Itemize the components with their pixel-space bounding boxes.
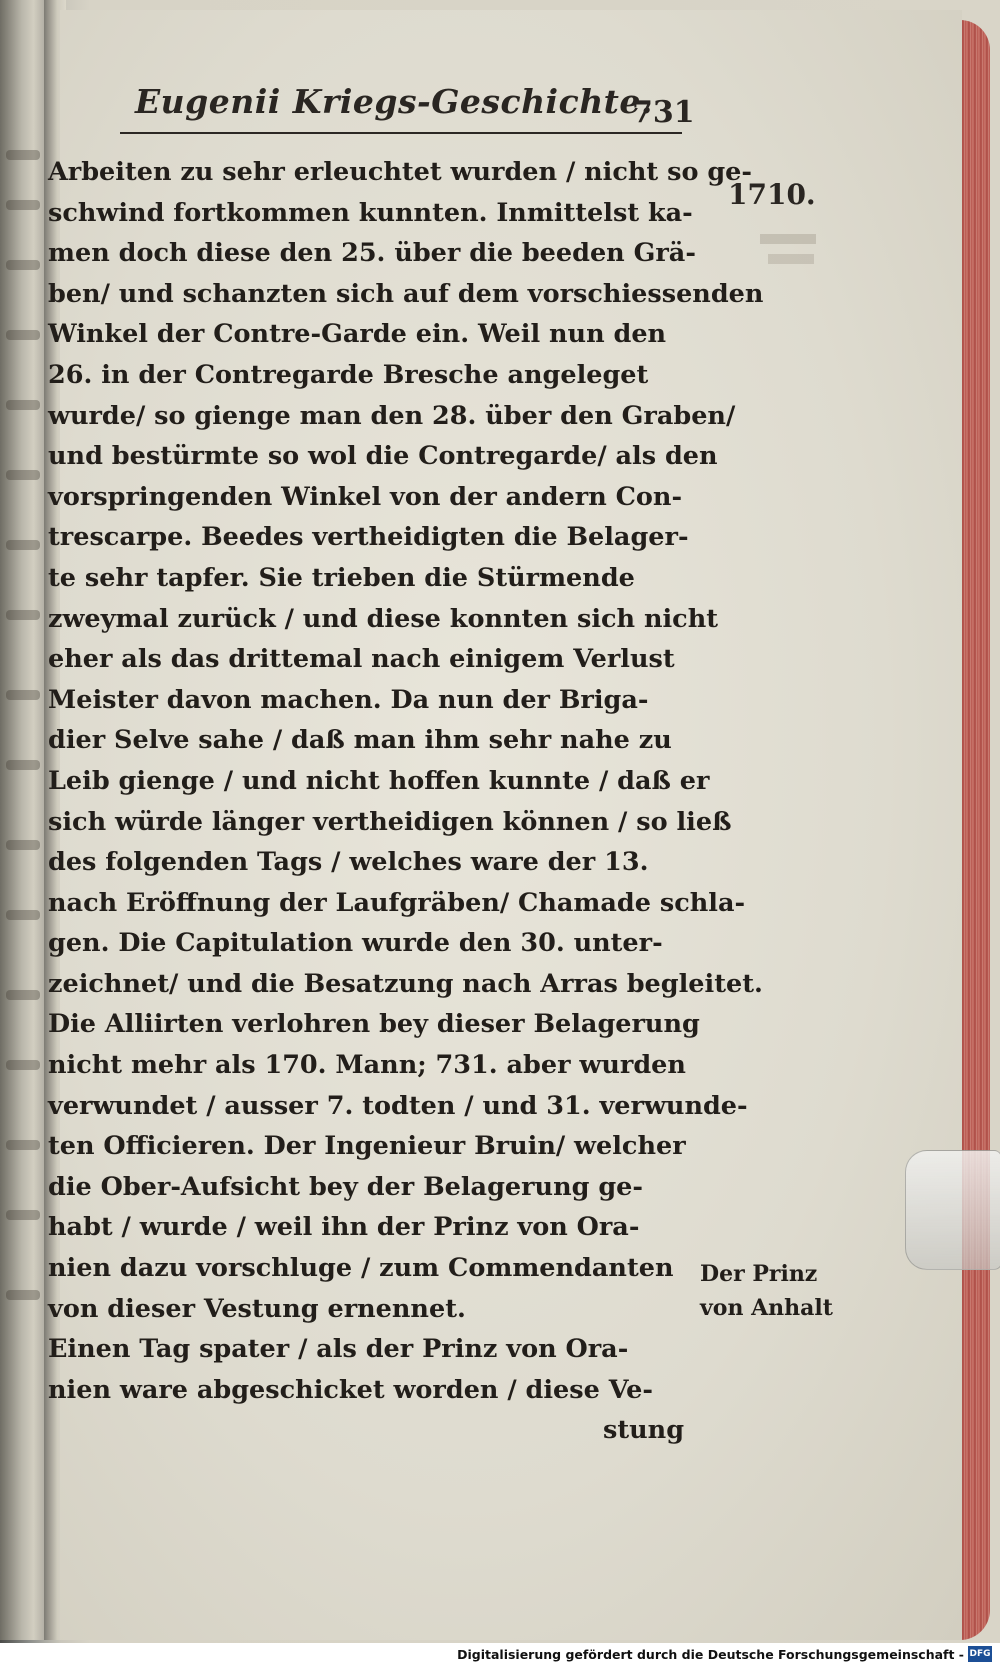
dfg-logo[interactable]: DFG — [968, 1646, 992, 1662]
text-line: nien dazu vorschluge / zum Commendanten — [48, 1253, 674, 1284]
text-line: zweymal zurück / und diese konnten sich nicht — [48, 603, 719, 634]
text-line: die Ober-Aufsicht bey der Belagerung ge- — [48, 1171, 643, 1202]
page-number: 731 — [632, 95, 695, 130]
text-line: Winkel der Contre-Garde ein. Weil nun den — [48, 319, 667, 350]
text-line: wurde/ so gienge man den 28. über den Graben/ — [48, 400, 736, 431]
text-line: ten Officieren. Der Ingenieur Bruin/ welcher — [48, 1131, 686, 1162]
text-line: Die Alliirten verlohren bey dieser Belagerung — [48, 1009, 700, 1040]
text-line: te sehr tapfer. Sie trieben die Stürmende — [48, 562, 635, 593]
margin-note-line: Der Prinz — [700, 1261, 818, 1287]
text-line: verwundet / ausser 7. todten / und 31. verwunde- — [48, 1090, 748, 1121]
text-line: zeichnet/ und die Besatzung nach Arras begleitet. — [48, 968, 763, 999]
left-page-edge — [0, 0, 48, 1640]
text-line: habt / wurde / weil ihn der Prinz von Ora- — [48, 1212, 640, 1243]
header-rule — [120, 132, 682, 134]
body-text — [48, 152, 764, 1451]
text-line: von dieser Vestung ernennet. — [48, 1293, 466, 1324]
text-line: Einen Tag spater / als der Prinz von Ora- — [48, 1334, 629, 1365]
show-through-note — [760, 230, 816, 270]
text-line: vorspringenden Winkel von der andern Con- — [48, 481, 683, 512]
text-line: Arbeiten zu sehr erleuchtet wurden / nicht so ge- — [48, 157, 752, 187]
text-line: und bestürmte so wol die Contregarde/ als den — [48, 441, 718, 472]
margin-note — [700, 1257, 833, 1325]
text-line: des folgenden Tags / welches ware der 13. — [48, 847, 649, 878]
text-line: sich würde länger vertheidigen können / so ließ — [48, 806, 732, 837]
footer-credit: Digitalisierung gefördert durch die Deutsche Forschungsgemeinschaft - — [457, 1647, 964, 1662]
text-line: nach Eröffnung der Laufgräben/ Chamade schla- — [48, 887, 746, 918]
text-line: trescarpe. Beedes vertheidigten die Belager- — [48, 522, 689, 553]
page-clip — [905, 1150, 1000, 1270]
text-line: Meister davon machen. Da nun der Briga- — [48, 684, 649, 715]
text-line: dier Selve sahe / daß man ihm sehr nahe zu — [48, 725, 672, 756]
text-line: nien ware abgeschicket worden / diese Ve- — [48, 1374, 653, 1405]
text-line: stung — [603, 1415, 685, 1446]
text-line: Leib gienge / und nicht hoffen kunnte / daß er — [48, 765, 710, 796]
margin-note-line: von Anhalt — [700, 1295, 833, 1321]
text-line: gen. Die Capitulation wurde den 30. unter- — [48, 928, 663, 959]
margin-year: 1710. — [728, 178, 816, 211]
text-line: eher als das drittemal nach einigem Verlust — [48, 644, 675, 675]
running-head: Eugenii Kriegs-Geschichte. — [135, 82, 653, 121]
text-line: 26. in der Contregarde Bresche angeleget — [48, 359, 649, 390]
text-line: schwind fortkommen kunnten. Inmittelst ka- — [48, 197, 693, 228]
text-line: nicht mehr als 170. Mann; 731. aber wurden — [48, 1050, 686, 1081]
text-line: ben/ und schanzten sich auf dem vorschiessenden — [48, 278, 764, 309]
text-line: men doch diese den 25. über die beeden Grä- — [48, 238, 696, 269]
